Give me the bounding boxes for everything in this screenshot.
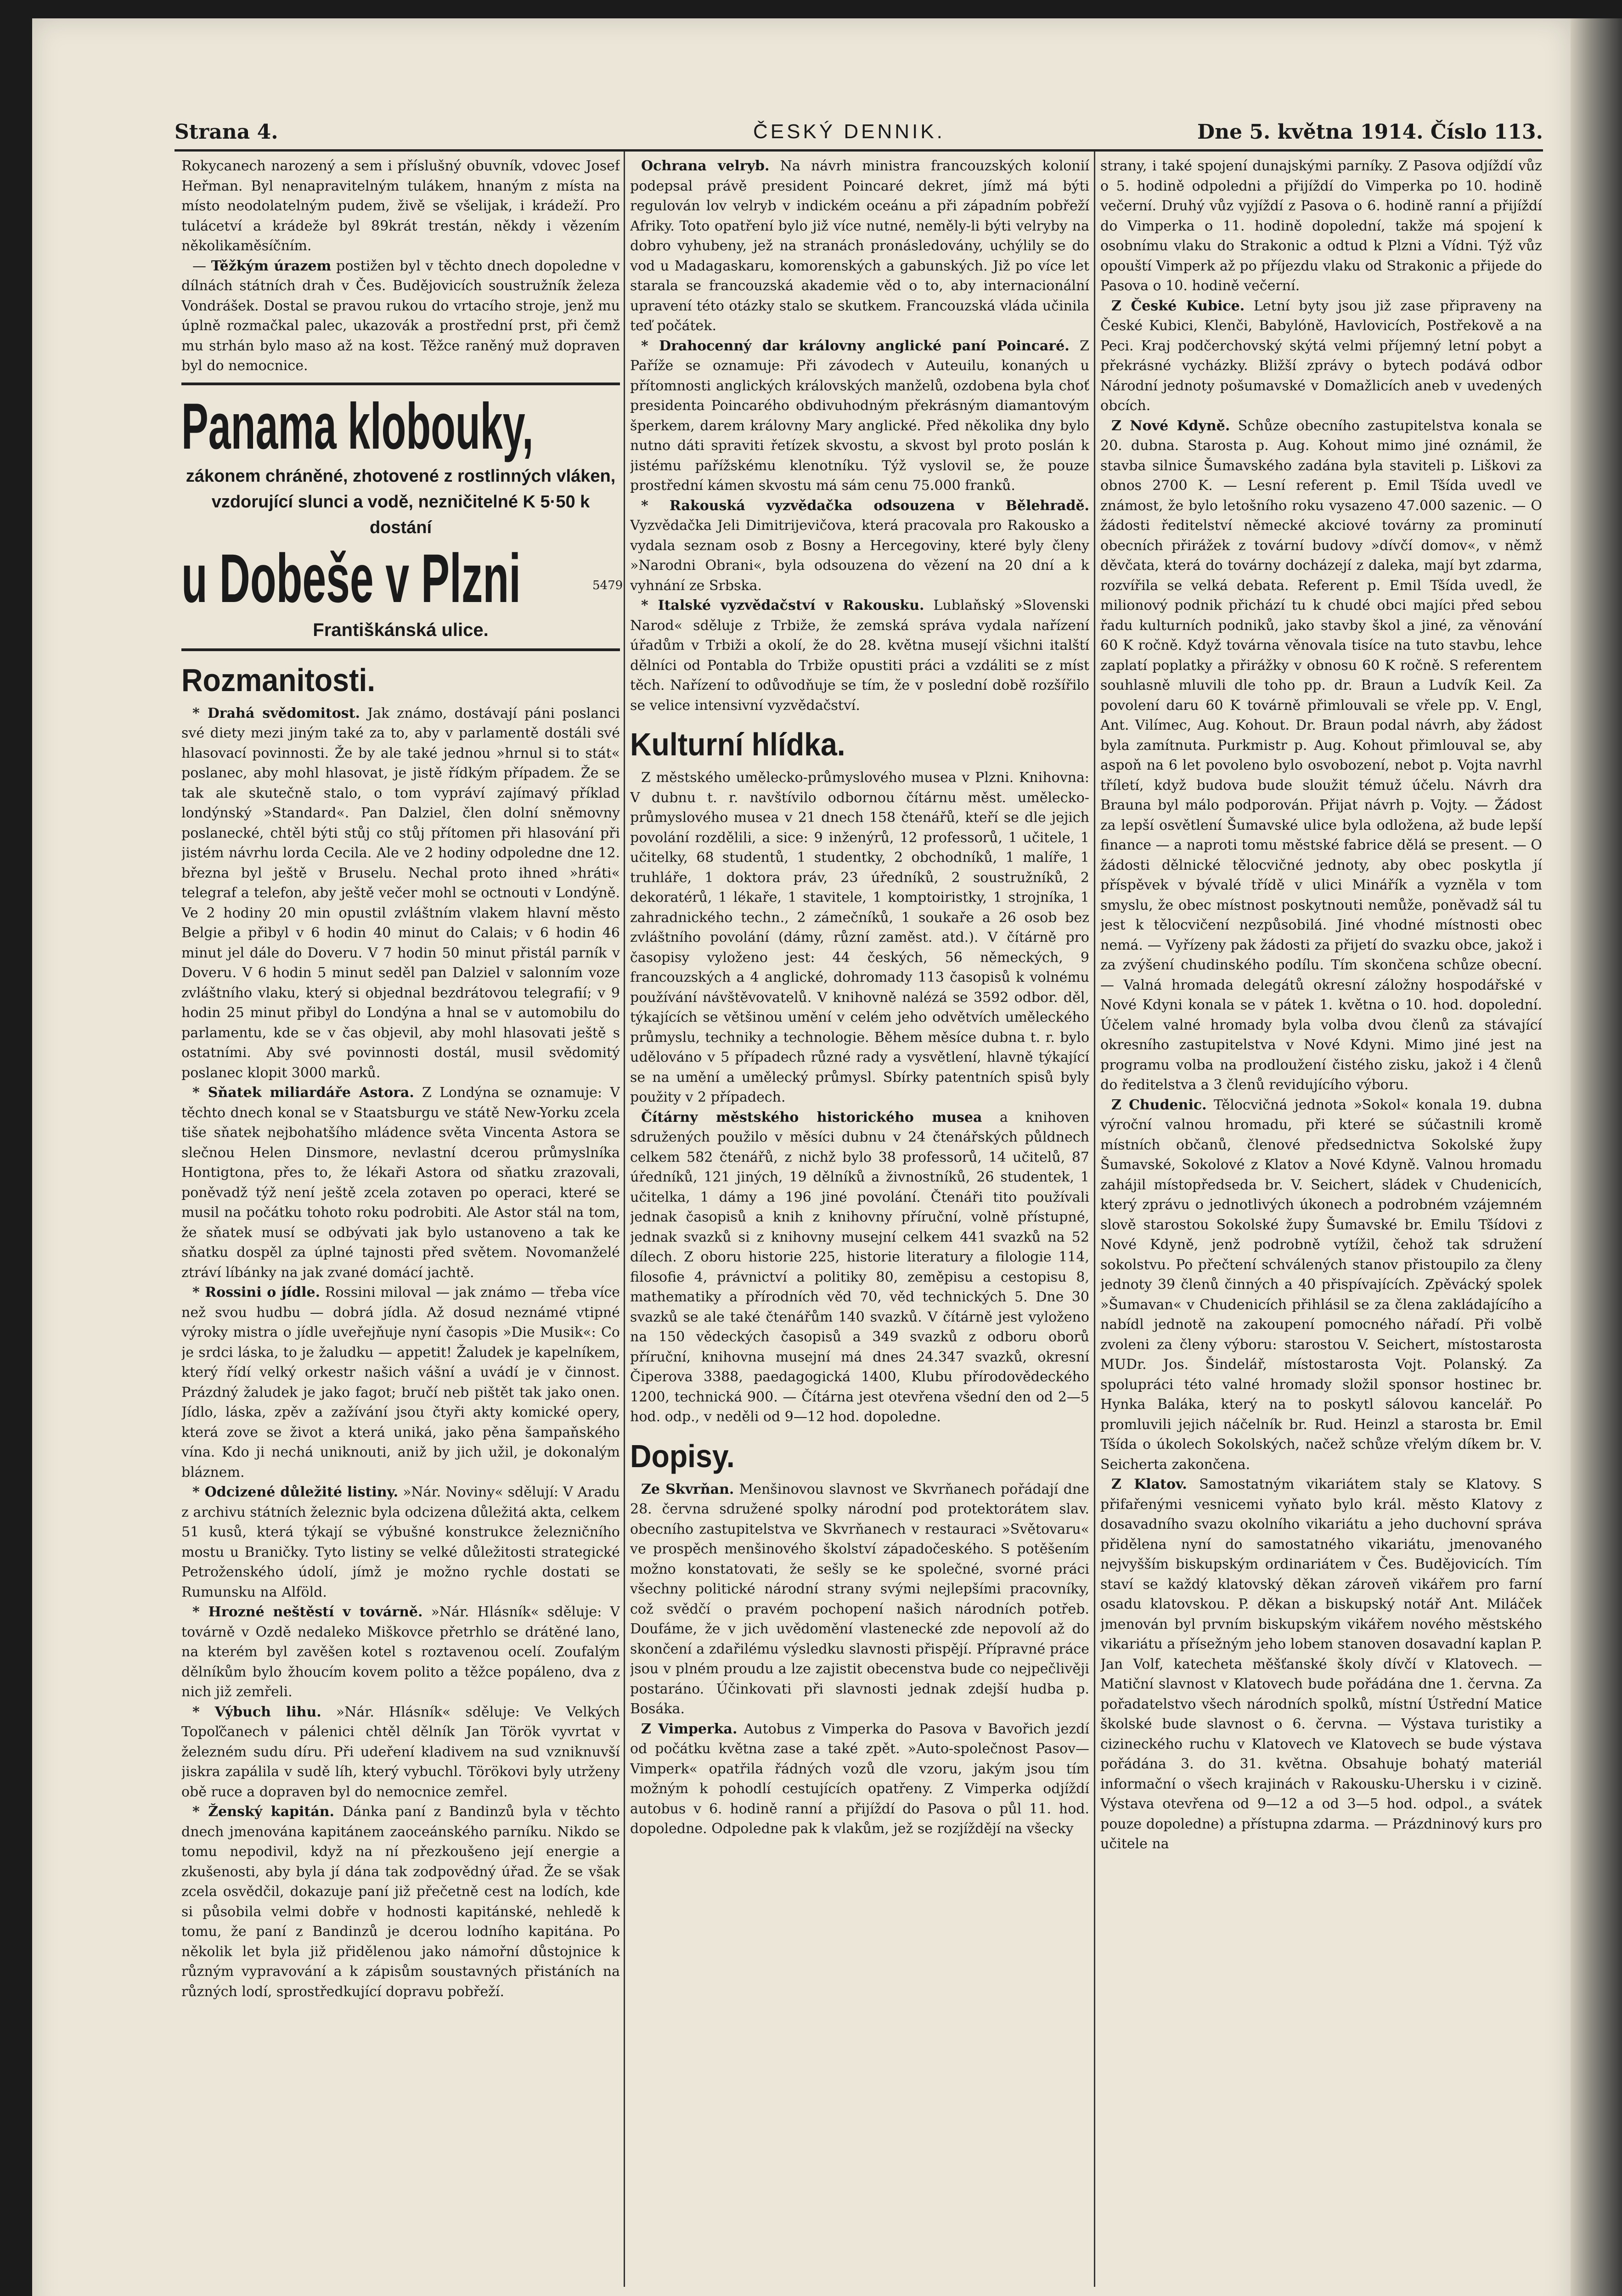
page-number: Strana 4.: [175, 120, 278, 144]
ad-vendor: u Dobeše v Plzni: [181, 539, 521, 617]
article-body: »Nár. Noviny« sdělují: V Aradu z archivu státních železnic byla odcizena důležitá akta, celkem 51 kusů, která týkají se výbušné konstrukce železničního mostu u Braničky. Tyto listiny se velké důležitosti strategické Petroženského údolí, jímž je možno rychle dostati se Rumunsku na Alföld.: [181, 1484, 620, 1600]
section-dopisy: Dopisy.: [630, 1438, 735, 1474]
article-e1: strany, i také spojení dunajskými parníky. Z Pasova odjíždí vůz o 5. hodině odpoledni a přijíždí do Vimperka po 10. hodině večerní. Druhý vůz vyjíždí z Pasova o 6. hodině ranní a přijíždí do Vimperka o 11. hodině dopolední, takže má spojení k osobnímu vlaku do Strakonic a odtud k Plzni a Vídni. Týž vůz opouští Vimperk až po příjezdu vlaku od Strakonic a přijede do Pasova o 10. hodině večerní.: [1100, 158, 1542, 294]
article-heman: Rokycanech narozený a sem i příslušný obuvník, vdovec Josef Heřman. Byl nenapravitelným tulákem, hnaným z místa na místo neodolatelným pudem, živě se všelijak, i krádeží. Pro tulácetví a krádeže byl 89krát trestán, někdy i vězením několikaměsíčním.: [181, 158, 620, 254]
article-lead: Z Vimperka.: [641, 1721, 738, 1737]
article-c2: [630, 336, 1089, 496]
article-body: Autobus z Vimperka do Pasova v Bavořich jezdí od počátku května zase a také zpět. »Auto-společnost Pasov—Vimperk« opatřila řádných vozů dle vzoru, jakým jsou tím možným k pohodlí cestujících opatřeny. Z Vimperka odjíždí autobus v 6. hodině ranní a přijíždí do Pasova o půl 11. hod. dopoledne. Odpoledne pak k vlakům, jež se rozjíždějí na všecky: [630, 1721, 1089, 1837]
article-lead: Z České Kubice.: [1111, 298, 1245, 314]
article-body: »Nár. Hlásník« sděluje: V továrně v Ozdě nedaleko Miškovce přetrhlo se drátěné lano, na kterém byl zavěšen kotel s roztavenou ocelí. Zoufalým dělníkům bylo žhoucím kovem polito a těžce popáleno, dva z nich již zemřeli.: [181, 1604, 620, 1700]
article-c1: [630, 156, 1089, 336]
article-e3: [1100, 416, 1542, 1095]
article-body: Z Paříže se oznamuje: Při závodech v Auteuilu, konaných u přítomnosti anglických královských manželů, ozdobena byla choť presidenta Poincarého obdivuhodným překrásným diamantovým šperkem, darem královny Mary anglické. Před několika dny bylo nutno dáti spraviti řetízek skvostu, a skvost byl proto poslán k jistému pařížskému klenotníku. Týž vyslovil se, že pouze prostřední kámen skvostu má sám cenu 75.000 franků.: [630, 338, 1089, 494]
article-r2: [181, 1083, 620, 1283]
article-r7: [181, 1802, 620, 2002]
article-r6: [181, 1702, 620, 1802]
article-uraz: — Těžkým úrazem postižen byl v těchto dnech dopoledne v dílnách státních drah v Čes. Budějovicích soustružník železa Vondrášek. Dostal se pravou rukou do vrtacího stroje, jenž mu úplně rozmačkal palec, ukazovák a prostřední prst, při čemž mu strhán bylo maso až na kost. Těžce raněný muž dopraven byl do nemocnice.: [181, 258, 620, 374]
advertisement-panama: [181, 383, 620, 651]
article-r3: [181, 1283, 620, 1482]
article-r4: [181, 1482, 620, 1602]
column-divider-2: [1094, 152, 1095, 2287]
section-rozmanitosti: Rozmanitosti.: [181, 662, 376, 698]
date-issue: Dne 5. května 1914. Číslo 113.: [1197, 120, 1543, 144]
column-divider-1: [624, 152, 625, 2287]
article-e4: [1100, 1095, 1542, 1475]
article-k2: [630, 1108, 1089, 1427]
masthead-title: ČESKÝ DENNIK.: [753, 120, 945, 143]
article-body: Lublaňský »Slovenski Narod« sděluje z Trbiže, že zemská správa vydala nařízení úřadům v Trbiži a okolí, že do 28. května musejí všichni italští dělníci od Pontabla do Trbiže opustiti práci a vzdáliti se z míst těch. Nařízení to odůvodňuje se tím, že v poslední době rozšířilo se velice intensivní vyzvědačství.: [630, 597, 1089, 714]
article-lead: * Drahocenný dar královny anglické paní Poincaré.: [641, 338, 1070, 354]
article-d2: [630, 1719, 1089, 1839]
column-1: [181, 156, 620, 2291]
ad-code: 5479: [592, 579, 623, 592]
article-e2: [1100, 296, 1542, 416]
article-lead: * Odcizené důležité listiny.: [192, 1484, 399, 1500]
article-lead: Ochrana velryb.: [641, 158, 770, 174]
article-body: Schůze obecního zastupitelstva konala se 20. dubna. Starosta p. Aug. Kohout mimo jiné oznámil, že stavba silnice Šumavského zadána byla staviteli p. Liškovi za obnos 2700 K. — Lesní referent p. Emil Tšída uvedl ve známost, že bylo letošního roku vysazeno 47.000 sazenic. — O žádosti ředitelství německé akciové továrny za prominutí obecních přirážek z tovární budovy »dívčí domov«, v němž děvčata, která do továrny docházejí z daleka, mají byt zdarma, rozvířila se velká debata. Referent p. Emil Tšída uvedl, že milionový podnik přichází tu k chudé obci majíci před sebou řadu kulturních podniků, jako stavby škol a jiné, za věnování 60 K ročně. Když továrna věnovala tisíce na tuto stavbu, lehce zaplatí poplatky a přirážky v obnosu 60 K ročně. S referentem souhlasně mluvili dle toho pp. dr. Braun a Ludvík Keil. Za povolení daru 60 K továrně přimlouvali se vřele pp. V. Engl, Ant. Vilímec, Aug. Kohout. Dr. Braun podal návrh, aby žádost byla zamítnuta. Purkmistr p. Aug. Kohout přimlouval se, aby aspoň na 6 let povoleno bylo osvobození, nebot p. Vojta navrhl tříletí, když budova bude sloužit témuž účelu. Návrh dra Brauna byl málo podporován. Přijat návrh p. Vojty. — Žádost za lepší osvětlení Šumavské ulice byla odložena, až bude lepší finance — a naproti tomu městské fabrice dělá se present. — O žádosti dělnické tělocvičné jednoty, aby obec poskytla jí příspěvek v bývalé třídě v ulici Minářík a vyzněla v tom smyslu, že obec místnost poskytnouti nemůže, poněvadž sál tu jest k tělocvičení nezpůsobilá. Jiné vhodné místnosti obec nemá. — Vyřízeny pak žádosti za přijetí do svazku obce, jakož i za zvýšení chudinského podílu. Tím skončena schůze obecní. — Valná hromada delegátů okresní záložny hospodářské v Nové Kdyni konala se v pátek 1. května o 10. hod. dopolední. Účelem valné hromady byla volba dvou členů za stávající okresního zastupitelstva v Nové Kdyni. Mimo jiné jest na programu volba na prodloužení čistého zisku, jakož i 4 členů do ředitelstva a 3 členů revidujícího výboru.: [1100, 417, 1542, 1093]
article-body: a knihoven sdružených použilo v měsíci dubnu v 24 čtenářských půldnech celkem 582 čtenářů, z nichž bylo 38 professorů, 14 učitelů, 87 úředníků, 121 jiných, 19 dělníků a živnostníků, 26 studentek, 1 učitelka, 1 dámy a 196 jiné povolání. Čtenáři tito používali jednak časopisů a knih z knihovny příruční, volně přístupné, jednak svazků si z knihovny musejní celkem 441 svazků na 52 dílech. Z oboru historie 225, historie literatury a filologie 114, filosofie 4, právnictví a politiky 80, zeměpisu a cestopisu 8, mathematiky a přírodních věd 70, věd technických 5. Dne 30 svazků se ale také čtenářům 140 svazků. V čítárně jest vyloženo na 150 vědeckých časopisů a 349 svazků z odboru oborů příruční, knihovna musejní má dnes 24.347 svazků, okresní Čiperova 3388, paedagogická 1400, Klubu přírodovědeckého 1200, technická 900. — Čítárna jest otevřena všední den od 2—5 hod. odp., v neděli od 9—12 hod. dopoledne.: [630, 1109, 1089, 1425]
article-body: Tělocvičná jednota »Sokol« konala 19. dubna výroční valnou hromadu, při které se súčastnili kromě místních občanů, členové předsednictva Sokolské župy Šumavské, Sokolové z Klatov a Nové Kdyně. Valnou hromadu zahájil místopředseda br. V. Seichert, sládek v Chudenicích, který zprávu o jednotlivých úkonech a podrobném vzájemném slově starostou Sokolské župy Šumavské br. Emilu Tšídovi z Nové Kdyně, jenž podrobně vytížil, čehož tak sdružení sokolstvu. Po přečtení schválených stanov přistoupilo za členy jednoty 39 členů činných a 40 přispívajících. Zpěvácký spolek »Šumavan« v Chudenicích přihlásil se za člena zakládajícího a nabídl jednotě na zakoupení pomocného nářadí. Při volbě zvoleni za členy výboru: starostou V. Seichert, místostarosta MUDr. Jos. Šindelář, místostarosta Vojt. Polanský. Za spolupráci této valné hromady složil sponsor hostinec br. Hynka Baláka, který na to poskytl sálovou kancelář. Po promluvili jejich náčelník br. Rud. Heinzl a starosta br. Emil Tšída o úkolech Sokolských, načež schůze vřelým díkem br. V. Seicherta zakončena.: [1100, 1097, 1542, 1473]
page-edge-shadow: [1571, 18, 1622, 2296]
page-header: [175, 120, 1543, 148]
ad-headline: Panama klobouky,: [181, 389, 534, 463]
article-lead: * Rossini o jídle.: [192, 1284, 321, 1300]
article-lead: Čítárny městského historického musea: [641, 1109, 982, 1125]
ad-description: zákonem chráněné, zhotovené z rostlinných vláken, vzdorující slunci a vodě, nezničitelné K 5·50 k dostání: [186, 466, 616, 537]
article-body: Samostatným vikariátem staly se Klatovy. S přifařenými vesnicemi vyňato bylo král. město Klatovy z dosavadního svazu okolního vikariátu a jeho duchovní správa přidělena nyní do samostatného vikariátu, jmenovaného nejvyšším biskupským ordinariátem v Čes. Budějovicích. Tím staví se každý klatovský děkan zároveň vikářem pro farní osadu klatovskou. P. děkan a biskupský notář Ant. Miláček jmenován byl prvním biskupským vikářem nového městského vikariátu a přísežným jeho lobem stanoven dosavadní kaplan P. Jan Volf, katecheta měšťanské školy dívčí v Klatovech. — Matiční slavnost v Klatovech bude pořádána dne 1. června. Za pořadatelstvo všech národních spolků, místní Ústřední Matice školské bude slavnost o 6. června. — Výstava turistiky a cizineckého ruchu v Klatovech ve Klatovech se bude výstava pořádána 3. do 31. května. Obsahuje bohatý materiál informační o všech krajinách v Rakousku-Uhersku i v cizině. Výstava otevřena od 9—12 a od 3—5 hod. odpol., a svátek pouze dopoledne) a přístupna zdarma. — Prázdninový kurs pro učitele na: [1100, 1476, 1542, 1852]
article-e5: [1100, 1474, 1542, 1854]
article-body: Letní byty jsou již zase připraveny na České Kubici, Klenči, Babylóně, Havlovicích, Postřekově a na Peci. Kraj podčerchovský skýtá velmi příjemný letní pobyt a překrásné vycházky. Bližší zprávy o bytech podává odbor Národní jednoty pošumavské v Domažlicích aneb v uvedených obcích.: [1100, 298, 1542, 414]
article-lead: Z Klatov.: [1111, 1476, 1187, 1492]
article-c3: [630, 496, 1089, 596]
section-kulturni-hlidka: Kulturní hlídka.: [630, 726, 845, 762]
header-rule: [175, 149, 1543, 152]
article-lead: * Hrozné neštěstí v továrně.: [192, 1604, 423, 1620]
article-lead: * Drahá svědomitost.: [192, 705, 360, 721]
article-body: Dánka paní z Bandinzů byla v těchto dnech jmenována kapitánem zaoceánského parníku. Nikdo se tomu nepodivil, když na ní přezkoušeno její energie a zkušenosti, aby byla jí dána tak zodpovědný úřad. Že se však zcela osvědčil, dokazuje paní již přečetně cest na lodích, kde si působila velmi dobře v hodnosti kapitánské, nehledě k tomu, že paní z Bandinzů je dcerou lodního kapitána. Po několik let byla již přidělenou jako námořní důstojnice k různým vypravování a k zápisům soustavných přistáních na různých lodí, sprostředkující dopravu pobřeží.: [181, 1804, 620, 2000]
article-r5: [181, 1602, 620, 1702]
article-lead: Ze Skvrňan.: [641, 1481, 734, 1497]
article-lead: * Sňatek miliardáře Astora.: [192, 1085, 414, 1101]
article-d1: [630, 1480, 1089, 1719]
article-lead: Z Chudenic.: [1111, 1097, 1207, 1113]
article-body: Vyzvědačka Jeli Dimitrijevičova, která pracovala pro Rakousko a vydala seznam osob z Bosny a Hercegoviny, které byly členy »Narodni Obrani«, byla odsouzena do vězení na 20 dní a k vyhnání ze Srbska.: [630, 518, 1089, 594]
article-body: Rossini miloval — jak známo — třeba více než svou hudbu — dobrá jídla. Až dosud neznámé vtipné výroky mistra o jídle uveřejňuje nyní časopis »Die Musik«: Co je srdci láska, to je žaludku — appetit! Žaludek je kapelníkem, který řídí velký orkestr našich vášní a uvádí je v činnost. Prázdný žaludek je jako fagot; bručí neb pištět tak jako onen. Jídlo, láska, zpěv a zažívání jsou čtyři akty komické opery, která zove se život a která uniká, jako pěna šampaňského vína. Kdo ji nechá uniknouti, aniž by jich užil, je dokonalým bláznem.: [181, 1284, 620, 1480]
article-body: postižen byl v těchto dnech dopoledne v dílnách státních drah v Čes. Budějovicích soustružník železa Vondrášek. Dostal se pravou rukou do vrtacího stroje, jenž mu úplně rozmačkal palec, ukazovák a prostřední prst, při čemž mu strhán bylo maso až na kost. Těžce raněný muž dopraven byl do nemocnice.: [181, 258, 620, 374]
article-c4: [630, 596, 1089, 715]
column-2: [630, 156, 1089, 2291]
article-lead: Těžkým úrazem: [211, 258, 332, 274]
column-3: [1100, 156, 1542, 2291]
article-body: Jak známo, dostávají páni poslanci své diety mezi jiným také za to, aby v parlamentě dostáli své hlasovací povinnosti. Že by ale také jednou »hrnul si to stát« poslanec, aby mohl hlasovat, je jistě řídkým případem. Že se tak ale skutečně stalo, o tom vypráví zajímavý příklad londýnský »Standard«. Pan Dalziel, člen dolní sněmovny poslanecké, chtěl býti stůj co stůj přítomen při hlasování při jistém návrhu lorda Cecila. Ale ve 2 hodiny odpoledne dne 12. března byl ještě v Bruselu. Nechal proto ihned »hráti« telegraf a telefon, aby ještě večer mohl se octnouti v Londýně. Ve 2 hodiny 20 min opustil zvláštním vlakem hlavní město Belgie a přibyl v 6 hodin 40 minut do Calais; v 6 hodin 46 minut jel dále do Doveru. V 7 hodin 50 minut přistál parník v Doveru. V 6 hodin 5 minut seděl pan Dalziel v salonním voze zvláštního vlaku, který si objednal bezdrátovou telegrafií; v 9 hodin 25 minut přibyl do Londýna a hnal se v automobilu do parlamentu, kde se v čas objevil, aby mohl hlasovati ještě s ostatními. Aby své povinnosti dostál, musil svědomitý poslanec klopit 3000 marků.: [181, 705, 620, 1081]
article-lead: * Ženský kapitán.: [192, 1804, 334, 1820]
article-body: »Nár. Hlásník« sděluje: Ve Velkých Topoľčanech v pálenici chtěl dělník Jan Török vyvrtat v železném sudu díru. Při udeření kladivem na sud vzniknuvší jiskra zapálila v sudě líh, který vybuchl. Törökovi byly utrženy obě ruce a dopraven byl do nemocnice zemřel.: [181, 1704, 620, 1800]
article-lead: Z Nové Kdyně.: [1111, 417, 1230, 434]
article-r1: [181, 703, 620, 1083]
ad-address: Františkánská ulice.: [313, 619, 489, 640]
article-lead: * Výbuch lihu.: [192, 1704, 321, 1720]
article-body: Menšinovou slavnost ve Skvrňanech pořádají dne 28. června sdružené spolky národní pod protektorátem slav. obecního zastupitelstva ve Skvrňanech v restauraci »Světovaru« ve prospěch menšinového školství západočeského. S potěšením možno konstatovati, že sešly se ke společné, svorné práci všechny politické národní strany svými nejlepšími pracovníky, což svědčí o pravém pochopení našich národních potřeb. Doufáme, že v jich uvědomění vlastenecké zde nepovolí až do skončení a zdařilému výsledku slavnosti přispějí. Přípravné práce jsou v plném proudu a lze zajistit obecenstva bude co nejpečlivěji postaráno. Účinkovati při slavnosti jednak zdejší hudba p. Bosáka.: [630, 1481, 1089, 1717]
article-lead: * Italské vyzvědačství v Rakousku.: [641, 597, 924, 613]
article-k1: Z městského umělecko-průmyslového musea v Plzni. Knihovna: V dubnu t. r. navštívilo odbornou čítárnu měst. umělecko-průmyslového musea v 21 dnech 158 čtenářů, kteří se dle jejich povolání rozdělili, a sice: 9 inženýrů, 12 professorů, 1 učitele, 1 učitelky, 68 studentů, 1 studentky, 2 obchodníků, 1 malíře, 1 truhláře, 1 doktora práv, 23 úředníků, 2 soustružníků, 2 dekoratérů, 1 lékaře, 1 stavitele, 1 komptoiristky, 1 strojníka, 1 zahradnického techn., 2 zámečníků, 1 soukaře a 26 osob bez zvláštního povolání (dámy, různí zaměst. atd.). V čítárně pro časopisy vyloženo jest: 44 českých, 56 německých, 9 francouzských a 4 anglické, dohromady 113 časopisů k volnému používání návštěvovatelů. V knihovně nalézá se 3592 odbor. děl, týkajících se většinou umění v celém jeho odvětvích uměleckého průmyslu, techniky a technologie. Během měsíce dubna t. r. bylo udělováno v 5 případech různé rady a vysvětlení, hlavně týkající se na umění a umělecký průmysl. Sbírky patentních spisů byly použity v 2 případech.: [630, 770, 1089, 1105]
article-body: Z Londýna se oznamuje: V těchto dnech konal se v Staatsburgu ve státě New-Yorku zcela tiše sňatek nejbohatšího mládence světa Vincenta Astora se slečnou Helen Dinsmore, nevlastní dcerou průmyslníka Hontigtona, přes to, že lékaři Astora od sňatku zrazovali, poněvadž týž není ještě zcela zotaven po operaci, které se musil na počátku tohoto roku podrobiti. Ale Astor stál na tom, že sňatek musí se odbývati jak bylo ustanoveno a tak ke sňatku dospěl za úplné tajnosti před světem. Novomanželé ztráví líbánky na jak zvané domácí jachtě.: [181, 1085, 620, 1281]
article-body: Na návrh ministra francouzských kolonií podepsal právě president Poincaré dekret, jímž má býti regulován lov velryb v indickém oceánu a při západním pobřeží Afriky. Toto opatření bylo již více nutné, neměly-li býti velryby na dobro vyhubeny, jež na stranách pronásledovány, uchýlily se do vod u Madagaskaru, komorenských a gabunských. Již po více let starala se francouzská akademie věd o to, aby internacionální upravení této otázky stalo se skutkem. Francouzská vláda učinila teď počátek.: [630, 158, 1089, 334]
article-lead: * Rakouská vyzvědačka odsouzena v Bělehradě.: [641, 497, 1089, 514]
